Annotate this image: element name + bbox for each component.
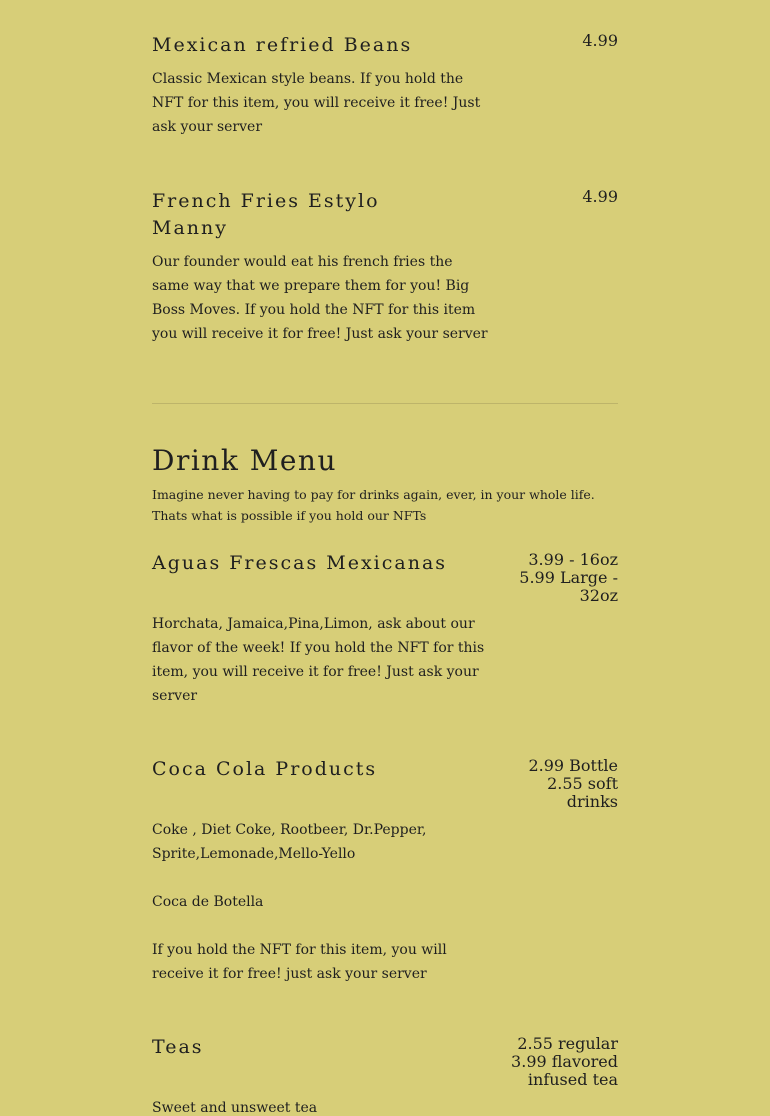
- menu-item-coca-cola[interactable]: [152, 756, 618, 986]
- description-paragraph: Coke , Diet Coke, Rootbeer, Dr.Pepper, Sprite,Lemonade,Mello-Yello: [152, 822, 427, 862]
- price-line: infused tea: [527, 1070, 618, 1089]
- menu-item-aguas-frescas[interactable]: [152, 550, 618, 710]
- item-price: 4.99: [582, 187, 618, 206]
- item-description: Our founder would eat his french fries the same way that we prepare them for you! Big Boss Moves. If you hold the NFT for this item you will receive it for free! Just ask your server: [152, 254, 488, 342]
- item-price: [511, 1035, 618, 1089]
- price-line: 3.99 - 16oz: [528, 550, 618, 569]
- item-price: [528, 757, 618, 811]
- item-title: Mexican refried Beans: [152, 34, 413, 56]
- section-title: Drink Menu: [152, 444, 337, 477]
- price-line: 32oz: [579, 586, 618, 605]
- price-line: 2.55 soft: [547, 774, 618, 793]
- section-subtitle: Imagine never having to pay for drinks again, ever, in your whole life. Thats what is possible if you hold our NFTs: [152, 487, 595, 523]
- item-title: Coca Cola Products: [152, 758, 378, 780]
- item-description: Horchata, Jamaica,Pina,Limon, ask about our flavor of the week! If you hold the NFT for this item, you will receive it for free! Just ask your server: [152, 616, 485, 704]
- item-title-line: French Fries Estylo: [152, 190, 380, 212]
- price-line: 3.99 flavored: [511, 1052, 618, 1071]
- price-line: 2.55 regular: [517, 1034, 618, 1053]
- item-description: Sweet and unsweet tea: [152, 1100, 318, 1116]
- item-description: Classic Mexican style beans. If you hold the NFT for this item, you will receive it free! Just ask your server: [152, 71, 481, 135]
- item-title: Teas: [152, 1036, 204, 1058]
- price-line: 2.99 Bottle: [528, 756, 618, 775]
- item-title: Aguas Frescas Mexicanas: [152, 552, 448, 574]
- item-price: 4.99: [582, 31, 618, 50]
- item-title-line: Manny: [152, 217, 228, 239]
- price-line: 5.99 Large -: [519, 568, 618, 587]
- description-paragraph: Coca de Botella: [152, 894, 264, 910]
- item-description: [152, 818, 492, 986]
- item-price: [519, 551, 618, 605]
- item-title: [152, 188, 380, 242]
- price-line: drinks: [566, 792, 618, 811]
- section-divider: [152, 403, 618, 404]
- menu-item-teas[interactable]: [152, 1034, 618, 1116]
- menu-item-refried-beans[interactable]: [152, 30, 618, 140]
- description-paragraph: If you hold the NFT for this item, you will receive it for free! just ask your server: [152, 942, 447, 982]
- menu-item-french-fries[interactable]: [152, 186, 618, 346]
